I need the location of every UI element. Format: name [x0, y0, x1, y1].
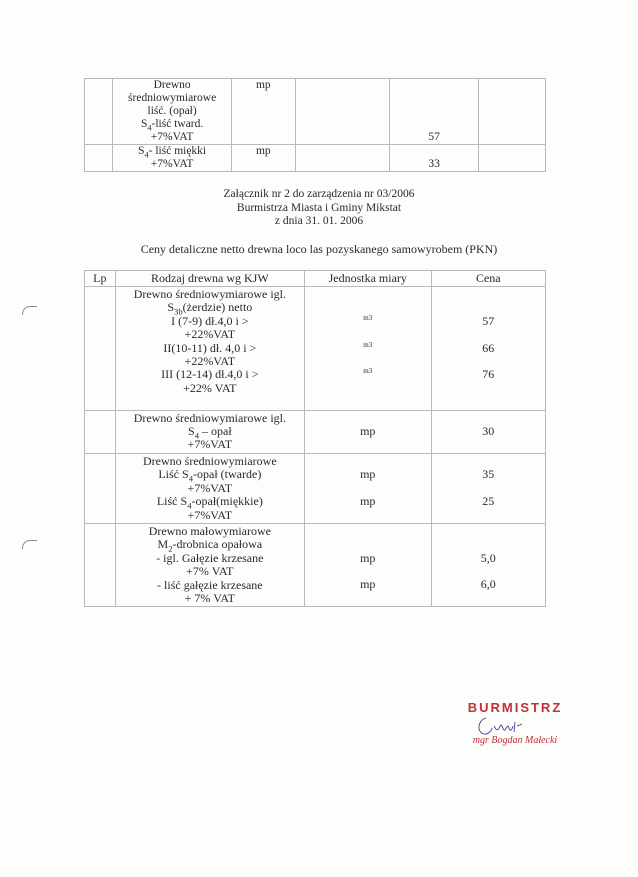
- unit-value: [305, 538, 431, 551]
- wood-type-line: $S_4$-liść tward.: [140, 118, 204, 133]
- table-row: [85, 523, 546, 606]
- wood-type-line: Drewno średniowymiarowe igl.: [133, 287, 286, 301]
- unit-value: [305, 438, 431, 451]
- price-value: [432, 592, 545, 605]
- stamp-name: mgr Bogdan Małecki: [472, 735, 558, 746]
- wood-type-line: +7%VAT: [187, 480, 233, 495]
- continuation-table: [84, 78, 546, 172]
- price-table: [84, 270, 546, 607]
- lp-cell: [85, 523, 116, 606]
- price-value: [432, 288, 545, 301]
- price-value: [432, 482, 545, 495]
- price-value: [432, 382, 545, 395]
- wood-type-line: I (7-9) dł.4,0 i >: [171, 313, 249, 328]
- price-value: 76: [482, 367, 495, 382]
- unit-value: [305, 288, 431, 301]
- unit-value: [305, 525, 431, 538]
- wood-type-line: $S_4-$ liść miękki: [138, 145, 207, 160]
- unit-value: [305, 455, 431, 468]
- margin-hole-mark: [22, 306, 37, 315]
- header-price: Cena: [431, 271, 545, 287]
- empty-cell: [479, 79, 546, 145]
- wood-type-line: +7%VAT: [150, 158, 194, 170]
- empty-cell: [295, 145, 389, 172]
- table-row: [85, 410, 546, 453]
- unit-value: [305, 412, 431, 425]
- spacer: [116, 395, 304, 408]
- price-value: 6,0: [480, 577, 496, 592]
- lp-cell: [85, 453, 116, 523]
- lp-cell: [85, 79, 113, 145]
- wood-type-line: +22% VAT: [183, 380, 237, 395]
- unit-cell: [304, 410, 431, 453]
- annex-issuer: Burmistrza Miasta i Gminy Mikstat: [236, 201, 402, 214]
- unit-value: m3: [363, 340, 373, 349]
- price-cell: [431, 523, 545, 606]
- wood-type-line: +22%VAT: [184, 327, 236, 342]
- header-name: Rodzaj drewna wg KJW: [115, 271, 304, 287]
- price-value: 25: [482, 494, 495, 509]
- price-value: [432, 328, 545, 341]
- unit-value: [305, 565, 431, 578]
- unit-value: mp: [360, 424, 376, 439]
- header-unit: Jednostka miary: [304, 271, 431, 287]
- empty-cell: [295, 79, 389, 145]
- price-value: [432, 412, 545, 425]
- price-value: 30: [482, 424, 495, 439]
- wood-type-line: - igl. Gałęzie krzesane: [156, 550, 264, 565]
- unit-cell: [304, 523, 431, 606]
- wood-type-line: Liść $S_4-opał(miękkie)$: [156, 494, 263, 511]
- price-list-title: Ceny detaliczne netto drewna loco las pozyskanego samowyrobem (PKN): [140, 242, 498, 256]
- wood-type-line: +7%VAT: [187, 507, 233, 522]
- price-cell: 33: [389, 145, 478, 172]
- price-value: [432, 301, 545, 314]
- wood-type-line: + 7% VAT: [184, 590, 235, 605]
- unit-value: [305, 382, 431, 395]
- annex-title: Załącznik nr 2 do zarządzenia nr 03/2006: [223, 188, 415, 200]
- price-value: 57: [482, 313, 495, 328]
- unit-value: mp: [360, 467, 376, 482]
- price-cell: [431, 287, 545, 411]
- unit-value: mp: [360, 494, 376, 509]
- wood-type-line: Liść $S_4$-opał (twarde): [158, 467, 262, 484]
- price-value: [432, 525, 545, 538]
- wood-type-line: +7% VAT: [186, 564, 234, 579]
- price-cell: [431, 453, 545, 523]
- wood-type-line: Drewno: [153, 79, 191, 91]
- table-row: [85, 145, 546, 172]
- unit-value: [305, 592, 431, 605]
- lp-cell: [85, 410, 116, 453]
- price-value: [432, 565, 545, 578]
- wood-type-cell: [115, 523, 304, 606]
- header-lp: Lp: [85, 271, 116, 287]
- wood-type-cell: [115, 453, 304, 523]
- unit-value: mp: [360, 550, 376, 565]
- wood-type-line: $M_2$-drobnica opałowa: [157, 537, 263, 554]
- price-value: [432, 455, 545, 468]
- table-row: [85, 287, 546, 411]
- wood-type-line: II(10-11) dł. 4,0 i >: [163, 340, 257, 355]
- wood-type-line: +22%VAT: [184, 354, 236, 369]
- wood-type-line: +7%VAT: [150, 131, 194, 143]
- wood-type-cell: [113, 79, 231, 145]
- table-row: [85, 79, 546, 145]
- wood-type-line: +7%VAT: [187, 437, 233, 452]
- table-header-row: [85, 271, 546, 287]
- unit-cell: mp: [231, 145, 295, 172]
- annex-header: [0, 188, 638, 229]
- unit-value: [305, 508, 431, 521]
- wood-type-line: Drewno średniowymiarowe: [143, 453, 277, 468]
- wood-type-line: III (12-14) dł.4,0 i >: [161, 367, 259, 382]
- unit-cell: [304, 287, 431, 411]
- wood-type-line: - liść gałęzie krzesane: [157, 577, 263, 592]
- unit-value: mp: [360, 577, 376, 592]
- price-value: [432, 508, 545, 521]
- lp-cell: [85, 145, 113, 172]
- price-value: [432, 538, 545, 551]
- lp-cell: [85, 287, 116, 411]
- price-value: 66: [482, 340, 495, 355]
- price-value: 35: [482, 467, 495, 482]
- unit-value: m3: [363, 313, 373, 322]
- wood-type-line: $S_4$ – opał: [188, 424, 232, 441]
- wood-type-cell: [113, 145, 231, 172]
- unit-cell: mp: [231, 79, 295, 145]
- wood-type-cell: [115, 287, 304, 411]
- wood-type-line: liść. (opał): [147, 105, 197, 117]
- wood-type-line: Drewno średniowymiarowe igl.: [133, 410, 286, 425]
- price-value: [432, 355, 545, 368]
- price-value: 5,0: [480, 550, 496, 565]
- price-value: [432, 438, 545, 451]
- wood-type-line: $S_{3b}(żerdzie)$ netto: [167, 300, 253, 317]
- unit-cell: [304, 453, 431, 523]
- margin-hole-mark: [22, 540, 37, 549]
- price-cell: 57: [389, 79, 478, 145]
- stamp-title: BURMISTRZ: [467, 700, 563, 715]
- unit-value: [305, 482, 431, 495]
- wood-type-cell: [115, 410, 304, 453]
- empty-cell: [479, 145, 546, 172]
- wood-type-line: Drewno małowymiarowe: [148, 523, 271, 538]
- annex-date: z dnia 31. 01. 2006: [274, 215, 364, 227]
- price-cell: [431, 410, 545, 453]
- handwritten-signature: [472, 712, 532, 742]
- unit-value: m3: [363, 367, 373, 376]
- wood-type-line: średniowymiarowe: [128, 92, 217, 104]
- table-row: [85, 453, 546, 523]
